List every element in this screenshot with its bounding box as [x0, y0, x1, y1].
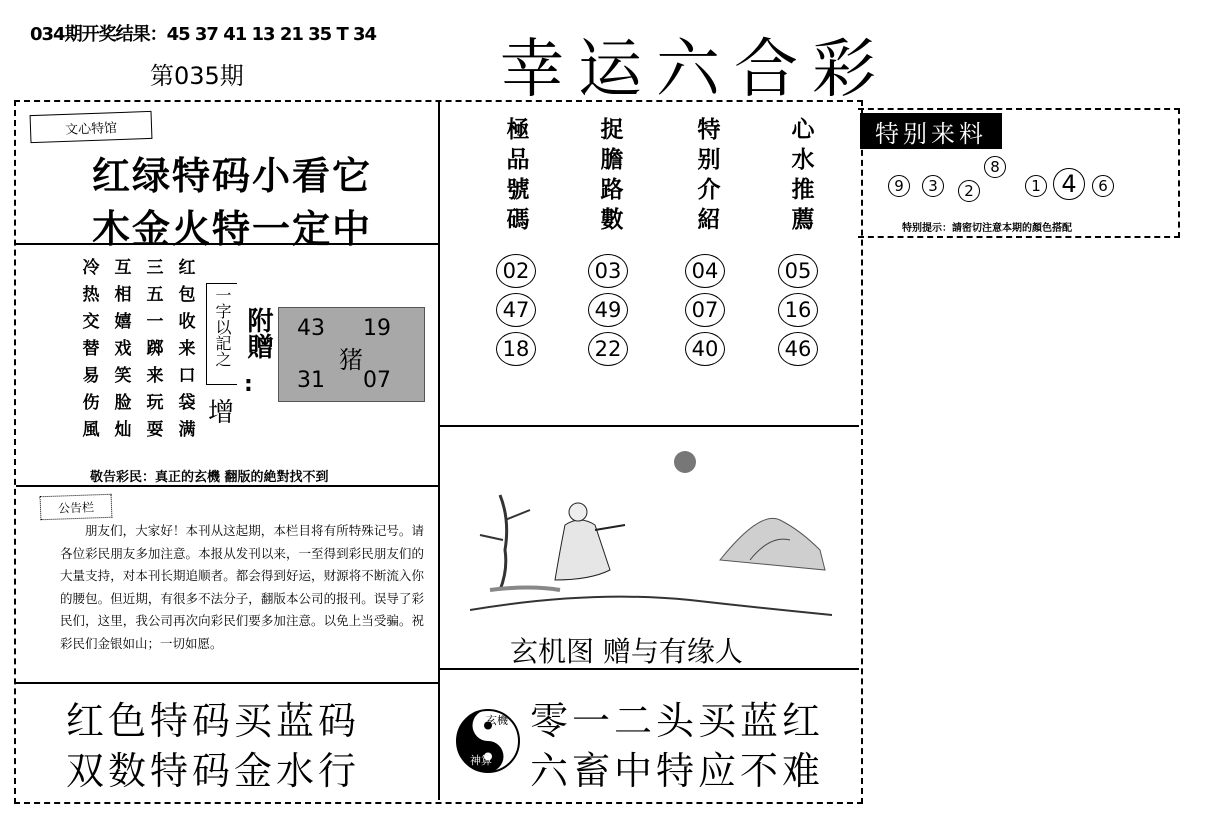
header-char: 號 — [506, 176, 530, 203]
sage-illustration — [470, 440, 832, 625]
notice-tag: 公告栏 — [40, 494, 113, 520]
poem-char: 来 — [146, 366, 164, 386]
warning-text: 敬告彩民：真正的玄機 翻版的絶對找不到 — [90, 470, 329, 485]
gift-number: 43 — [297, 316, 325, 341]
bottom-left-line-2: 双数特码金水行 — [66, 749, 361, 793]
poem-char: 五 — [146, 285, 164, 305]
zeng-label: 增 — [208, 398, 235, 428]
header-char: 别 — [697, 146, 721, 173]
poem-char: 来 — [178, 339, 196, 359]
number-circle: 18 — [496, 332, 536, 366]
poem-column — [144, 255, 166, 444]
header-char: 極 — [506, 116, 530, 143]
illustration-caption: 玄机图 赠与有缘人 — [510, 635, 743, 668]
poem-char: 易 — [82, 366, 100, 386]
special-number: 3 — [922, 175, 944, 197]
poem-char: 袋 — [178, 393, 196, 413]
poem-char: 戏 — [114, 339, 132, 359]
special-numbers — [888, 158, 1188, 210]
section-tag: 文心特馆 — [30, 111, 153, 143]
divider-left-2 — [16, 485, 438, 487]
gift-animal: 猪 — [339, 346, 363, 374]
number-circle: 47 — [496, 293, 536, 327]
header-char: 碼 — [506, 206, 530, 233]
poem-char: 冷 — [82, 258, 100, 278]
poem-char: 一 — [146, 312, 164, 332]
gift-box — [278, 307, 425, 402]
number-circle: 03 — [588, 254, 628, 288]
poem-char: 灿 — [114, 420, 132, 440]
header-char: 捉 — [600, 116, 624, 143]
poem-char: 耍 — [146, 420, 164, 440]
number-circle: 46 — [778, 332, 818, 366]
column-header-2 — [597, 115, 627, 235]
number-circle: 49 — [588, 293, 628, 327]
gift-number: 19 — [363, 316, 391, 341]
header-char: 特 — [697, 116, 721, 143]
poem-char: 脸 — [114, 393, 132, 413]
special-number: 4 — [1053, 168, 1085, 200]
special-tip: 特别提示：請密切注意本期的顏色搭配 — [902, 223, 1072, 234]
header-char: 水 — [791, 146, 815, 173]
column-header-3 — [694, 115, 724, 235]
number-circle: 04 — [685, 254, 725, 288]
header-char: 薦 — [791, 206, 815, 233]
special-number: 9 — [888, 175, 910, 197]
fuzeng-label: 附贈 — [243, 307, 273, 359]
number-circle: 22 — [588, 332, 628, 366]
poem-char: 红 — [178, 258, 196, 278]
poem-column — [176, 255, 198, 444]
last-result: 034期开奖结果：45 37 41 13 21 35 T 34 — [30, 24, 377, 45]
poem-char: 替 — [82, 339, 100, 359]
bottom-left-line-1: 红色特码买蓝码 — [66, 699, 361, 743]
tip-line-1: 红绿特码小看它 — [92, 153, 373, 198]
header-char: 介 — [697, 176, 721, 203]
special-title: 特别来料 — [860, 113, 1002, 149]
poem-char: 交 — [82, 312, 100, 332]
gift-number: 31 — [297, 368, 325, 393]
number-circle: 40 — [685, 332, 725, 366]
poem-char: 三 — [146, 258, 164, 278]
special-number: 6 — [1092, 175, 1114, 197]
special-number: 1 — [1025, 175, 1047, 197]
special-number: 8 — [984, 156, 1006, 178]
poem-char: 热 — [82, 285, 100, 305]
header-char: 膽 — [600, 146, 624, 173]
header-char: 紹 — [697, 206, 721, 233]
poem-char: 伤 — [82, 393, 100, 413]
side-note: 一字以記之 — [213, 287, 232, 367]
number-circle: 02 — [496, 254, 536, 288]
column-header-4 — [788, 115, 818, 235]
page-title: 幸运六合彩 — [500, 33, 890, 107]
divider-left-3 — [16, 682, 438, 684]
bottom-mid-line-2: 六畜中特应不难 — [530, 749, 825, 793]
poem-char: 踯 — [146, 339, 164, 359]
poem-char: 風 — [82, 420, 100, 440]
number-circle: 16 — [778, 293, 818, 327]
bottom-mid-line-1: 零一二头买蓝红 — [530, 699, 825, 743]
poem-column — [112, 255, 134, 444]
yinyang-label: 玄機 — [486, 714, 508, 727]
special-number: 2 — [958, 180, 980, 202]
divider-vertical-main — [438, 102, 440, 800]
yinyang-label: 神算 — [470, 754, 492, 767]
header-char: 心 — [791, 116, 815, 143]
poem-char: 满 — [178, 420, 196, 440]
header-char: 路 — [600, 176, 624, 203]
divider-mid-1 — [440, 425, 859, 427]
colon: : — [244, 372, 253, 397]
poem-grid — [80, 255, 198, 444]
poem-char: 相 — [114, 285, 132, 305]
number-circle: 05 — [778, 254, 818, 288]
poem-char: 互 — [114, 258, 132, 278]
poem-char: 收 — [178, 312, 196, 332]
number-circle: 07 — [685, 293, 725, 327]
poem-char: 包 — [178, 285, 196, 305]
header-char: 品 — [506, 146, 530, 173]
poem-char: 嬉 — [114, 312, 132, 332]
poem-char: 口 — [178, 366, 196, 386]
issue-number: 第035期 — [150, 62, 244, 90]
header-char: 推 — [791, 176, 815, 203]
header-char: 數 — [600, 206, 624, 233]
poem-char: 玩 — [146, 393, 164, 413]
tip-line-2: 木金火特一定中 — [92, 206, 373, 251]
notice-text: 朋友们，大家好！本刊从这起期，本栏目将有所特殊记号。请各位彩民朋友多加注意。本报从发刊以来，一至得到彩民朋友们的大量支持，对本刊长期追顺者。都会得到好运，财源将不断流入你的腰包。但近期，有很多不法分子，翻版本公司的报刊。误导了彩民们，这里，我公司再次向彩民们要多加注意。以免上当受骗。祝彩民们金银如山；一切如愿。 — [60, 523, 424, 651]
gift-number: 07 — [363, 368, 391, 393]
poem-column — [80, 255, 102, 444]
column-header-1 — [503, 115, 533, 235]
poem-char: 笑 — [114, 366, 132, 386]
